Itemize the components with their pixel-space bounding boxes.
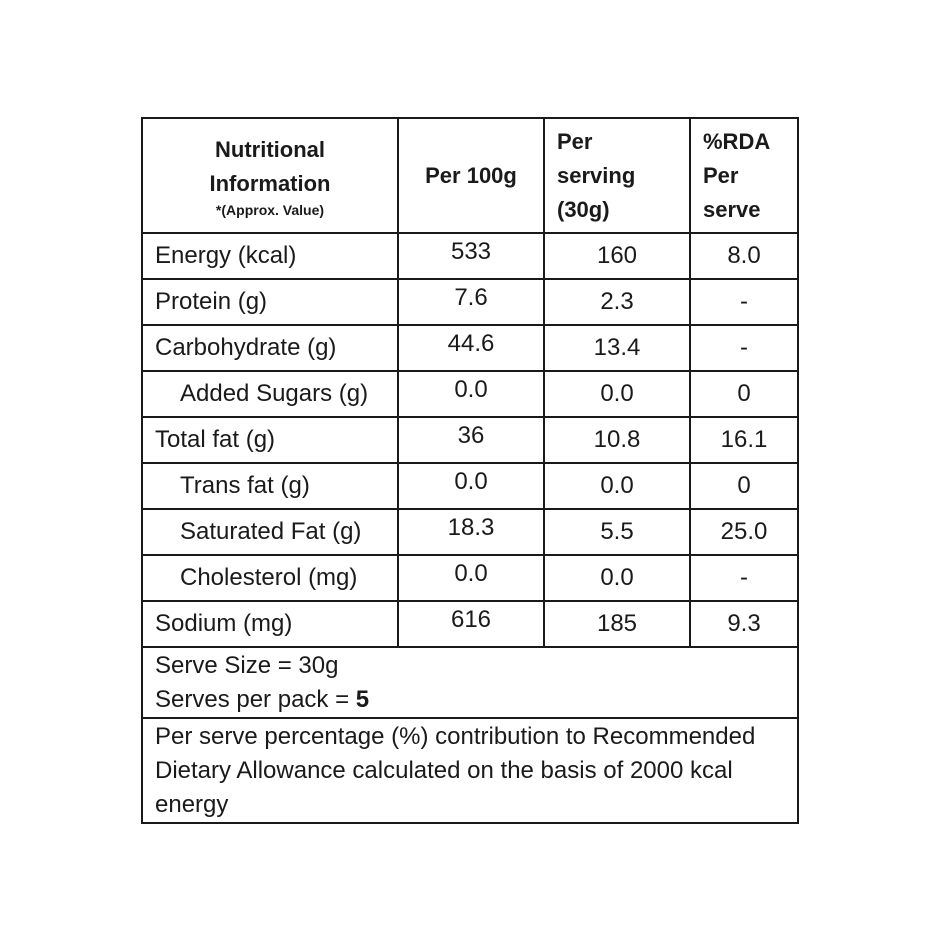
per-100g-value: 36 <box>398 417 544 463</box>
rda-value: 9.3 <box>690 601 798 647</box>
rda-line2: Per <box>703 162 739 188</box>
column-header-per-100g: Per 100g <box>398 118 544 233</box>
nutrition-label <box>141 117 799 824</box>
table-title-line2: Information <box>209 170 331 196</box>
nutrient-name: Energy (kcal) <box>142 233 398 279</box>
nutrient-name: Carbohydrate (g) <box>142 325 398 371</box>
table-row <box>142 279 798 325</box>
table-row <box>142 463 798 509</box>
table-row <box>142 509 798 555</box>
per-serving-value: 0.0 <box>544 555 690 601</box>
table-row <box>142 555 798 601</box>
per-100g-value: 0.0 <box>398 555 544 601</box>
rda-value: 25.0 <box>690 509 798 555</box>
per-100g-value: 18.3 <box>398 509 544 555</box>
nutrient-name: Saturated Fat (g) <box>142 509 398 555</box>
per-serving-line2: serving <box>557 162 636 188</box>
rda-value: 0 <box>690 371 798 417</box>
nutrient-name: Added Sugars (g) <box>142 371 398 417</box>
rda-value: 16.1 <box>690 417 798 463</box>
per-serving-line1: Per <box>557 128 593 154</box>
serve-size: Serve Size = 30g <box>155 651 339 679</box>
serves-per-pack-label: Serves per pack = <box>155 685 356 713</box>
per-100g-value: 616 <box>398 601 544 647</box>
rda-value: 8.0 <box>690 233 798 279</box>
serves-per-pack <box>155 683 797 717</box>
nutrient-name: Total fat (g) <box>142 417 398 463</box>
per-serving-value: 185 <box>544 601 690 647</box>
serve-info-row <box>142 647 798 718</box>
header-row <box>142 118 798 233</box>
per-100g-value: 0.0 <box>398 371 544 417</box>
table-row <box>142 601 798 647</box>
rda-line3: serve <box>703 196 761 222</box>
rda-value: - <box>690 279 798 325</box>
column-header-rda <box>690 118 798 233</box>
serves-per-pack-value: 5 <box>355 685 370 713</box>
table-row <box>142 233 798 279</box>
nutrient-name: Protein (g) <box>142 279 398 325</box>
rda-footnote: Per serve percentage (%) contribution to Recommended Dietary Allowance calculated on the basis of 2000 kcal energy <box>142 718 798 823</box>
per-serving-value: 13.4 <box>544 325 690 371</box>
per-serving-line3: (30g) <box>557 196 610 222</box>
per-serving-value: 10.8 <box>544 417 690 463</box>
column-header-per-serving <box>544 118 690 233</box>
nutrient-name: Trans fat (g) <box>142 463 398 509</box>
table-title-cell <box>142 118 398 233</box>
table-row <box>142 325 798 371</box>
approx-value-note: *(Approx. Value) <box>215 201 325 218</box>
serve-info-cell <box>142 647 798 718</box>
per-100g-value: 0.0 <box>398 463 544 509</box>
per-100g-value: 7.6 <box>398 279 544 325</box>
rda-value: - <box>690 555 798 601</box>
per-serving-value: 2.3 <box>544 279 690 325</box>
rda-value: 0 <box>690 463 798 509</box>
nutrient-name: Cholesterol (mg) <box>142 555 398 601</box>
nutrient-name: Sodium (mg) <box>142 601 398 647</box>
rda-value: - <box>690 325 798 371</box>
per-serving-value: 160 <box>544 233 690 279</box>
nutrition-table <box>141 117 799 824</box>
per-100g-value: 44.6 <box>398 325 544 371</box>
footer-row <box>142 718 798 823</box>
table-title-line1: Nutritional <box>215 136 325 162</box>
table-row <box>142 417 798 463</box>
table-row <box>142 371 798 417</box>
per-serving-value: 0.0 <box>544 371 690 417</box>
per-serving-value: 0.0 <box>544 463 690 509</box>
rda-line1: %RDA <box>703 128 771 154</box>
per-100g-value: 533 <box>398 233 544 279</box>
per-serving-value: 5.5 <box>544 509 690 555</box>
